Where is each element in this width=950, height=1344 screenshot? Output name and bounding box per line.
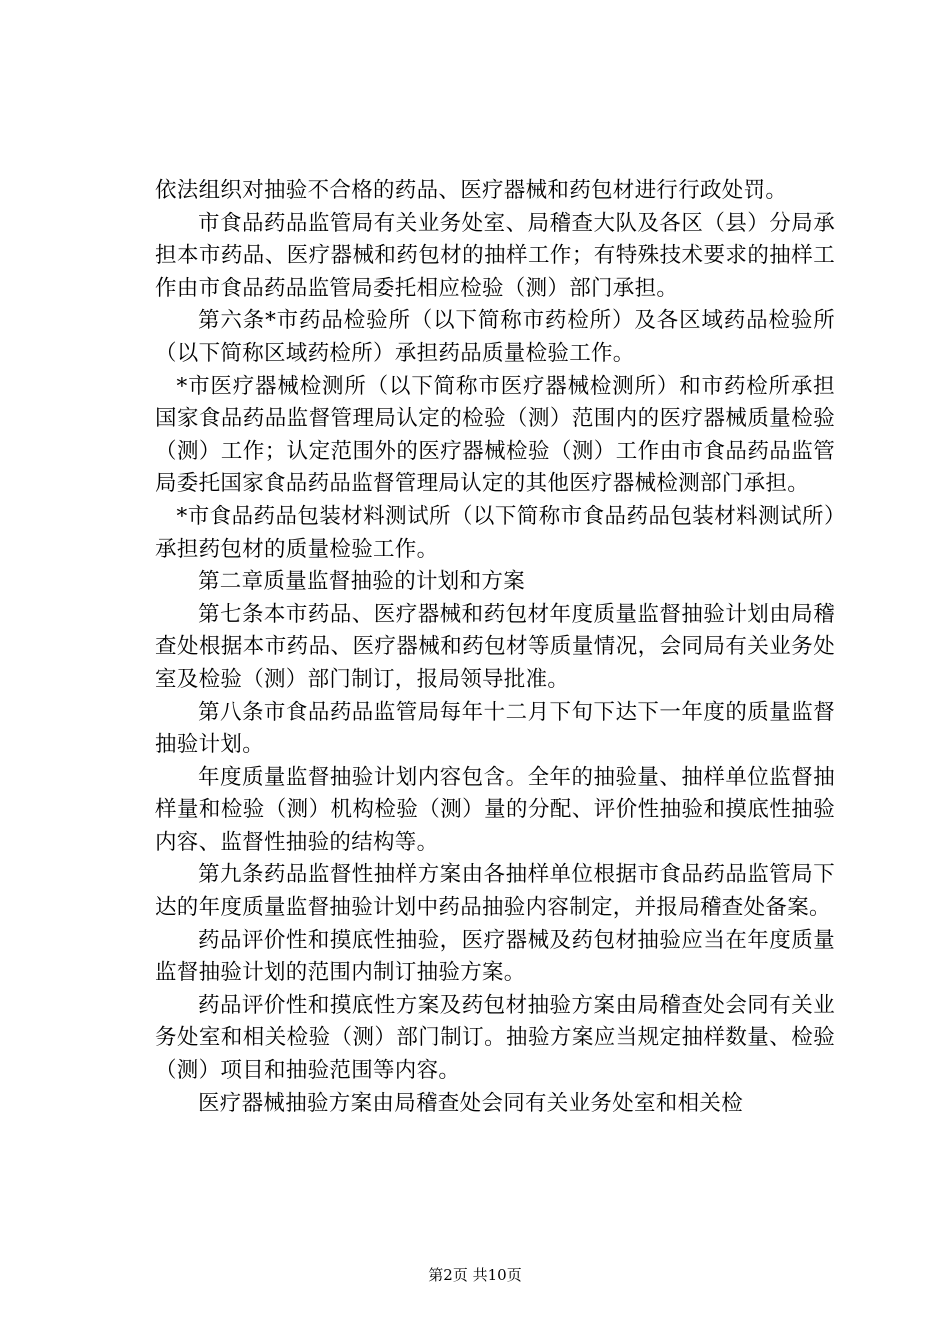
paragraph-annual-plan-content: 年度质量监督抽验计划内容包含。全年的抽验量、抽样单位监督抽样量和检验（测）机构检验（测）量的分配、评价性抽验和摸底性抽验内容、监督性抽验的结构等。 [155, 764, 835, 855]
paragraph-article-9: 第九条药品监督性抽样方案由各抽样单位根据市食品药品监管局下达的年度质量监督抽验计划中药品抽验内容制定，并报局稽查处备案。 [155, 862, 835, 921]
paragraph-continuation: 依法组织对抽验不合格的药品、医疗器械和药包材进行行政处罚。 [155, 178, 788, 203]
chapter-heading: 第二章质量监督抽验的计划和方案 [198, 569, 526, 595]
paragraph-packaging-testing: *市食品药品包装材料测试所（以下简称市食品药品包装材料测试所）承担药包材的质量检验工作。 [155, 503, 835, 562]
paragraph-device-testing: *市医疗器械检测所（以下简称市医疗器械检测所）和市药检所承担国家食品药品监督管理局认定的检验（测）范围内的医疗器械质量检验（测）工作；认定范围外的医疗器械检验（测）工作由市食品药品监管局委托国家食品药品监督管理局认定的其他医疗器械检测部门承担。 [155, 373, 835, 497]
paragraph-article-6: 第六条*市药品检验所（以下简称市药检所）及各区域药品检验所（以下简称区域药检所）承担药品质量检验工作。 [155, 308, 835, 366]
paragraph-evaluative-sampling: 药品评价性和摸底性抽验，医疗器械及药包材抽验应当在年度质量监督抽验计划的范围内制订抽验方案。 [155, 927, 835, 986]
paragraph-sampling-scheme: 药品评价性和摸底性方案及药包材抽验方案由局稽查处会同有关业务处室和相关检验（测）部门制订。抽验方案应当规定抽样数量、检验（测）项目和抽验范围等内容。 [155, 992, 835, 1084]
page-number-footer: 第2页 共10页 [428, 1266, 522, 1284]
paragraph-article-8: 第八条市食品药品监管局每年十二月下旬下达下一年度的质量监督抽验计划。 [155, 699, 835, 758]
paragraph-device-scheme: 医疗器械抽验方案由局稽查处会同有关业务处室和相关检 [198, 1090, 744, 1116]
paragraph-article-7: 第七条本市药品、医疗器械和药包材年度质量监督抽验计划由局稽查处根据本市药品、医疗器械和药包材等质量情况，会同局有关业务处室及检验（测）部门制订，报局领导批准。 [155, 601, 835, 692]
document-body [155, 175, 835, 1120]
paragraph-sampling-units: 市食品药品监管局有关业务处室、局稽查大队及各区（县）分局承担本市药品、医疗器械和药包材的抽样工作；有特殊技术要求的抽样工作由市食品药品监管局委托相应检验（测）部门承担。 [155, 210, 835, 301]
